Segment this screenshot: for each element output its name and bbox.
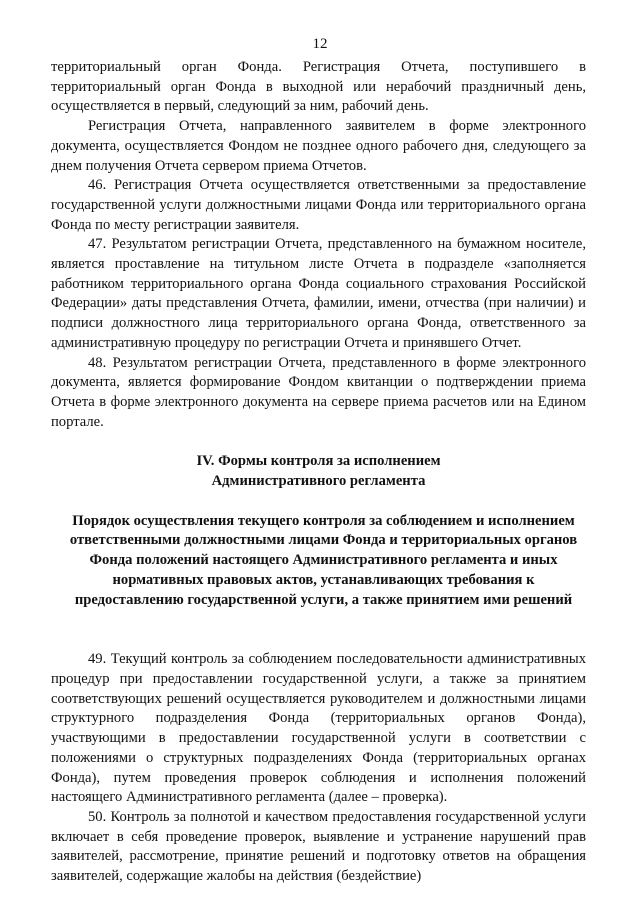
paragraph-50: 50. Контроль за полнотой и качеством предоставления государственной услуги включает в себя проведение проверок, выявление и устранение нарушений прав заявителей, рассмотрение, принятие решений и подготовку ответов на обращения заявителей, содержащие жалобы на действия (бездействие) [51,808,586,885]
section-heading-line-1: IV. Формы контроля за исполнением [196,453,441,470]
document-body [51,58,586,887]
section-heading-line-2: Административного регламента [211,473,426,490]
subsection-heading: Порядок осуществления текущего контроля за соблюдением и исполнением ответственными должностными лицами Фонда и территориальных органов Фонда положений настоящего Административного регламента и иных нормативных правовых актов, устанавливающих требования к предоставлению государственной услуги, а также принятием ими решений [69,512,578,608]
section-heading [51,452,586,491]
paragraph-46: 46. Регистрация Отчета осуществляется ответственными за предоставление государственной услуги должностными лицами Фонда или территориального органа Фонда по месту регистрации заявителя. [51,177,586,233]
paragraph-electronic-registration: Регистрация Отчета, направленного заявителем в форме электронного документа, осуществляется Фондом не позднее одного рабочего дня, следующего за днем получения Отчета сервером приема Отчетов. [51,118,586,174]
paragraph-49: 49. Текущий контроль за соблюдением последовательности административных процедур при предоставлении государственной услуги, а также за принятием соответствующих решений осуществляется руководителем и должностными лицами структурного подразделения Фонда (территориальных органов Фонда), участвующими в предоставлении государственной услуги в соответствии с положениями о структурных подразделениях Фонда (территориальных органах Фонда), путем проведения проверок соблюдения и исполнения положений настоящего Административного регламента (далее – проверка). [51,651,586,806]
paragraph-continuation: территориальный орган Фонда. Регистрация Отчета, поступившего в территориальный орган Фонда в выходной или нерабочий праздничный день, осуществляется в первый, следующий за ним, рабочий день. [51,59,586,115]
paragraph-47: 47. Результатом регистрации Отчета, представленного на бумажном носителе, является проставление на титульном листе Отчета в подразделе «заполняется работником территориального органа Фонда социального страхования Российской Федерации» даты представления Отчета, фамилии, имени, отчества (при наличии) и подписи должностного лица территориального органа Фонда, ответственного за административную процедуру по регистрации Отчета и принявшего Отчет. [51,236,586,351]
page-number: 12 [312,36,328,52]
paragraph-48: 48. Результатом регистрации Отчета, представленного в форме электронного документа, является формирование Фондом квитанции о подтверждении приема Отчета в форме электронного документа на сервере приема расчетов или на Едином портале. [51,354,586,430]
